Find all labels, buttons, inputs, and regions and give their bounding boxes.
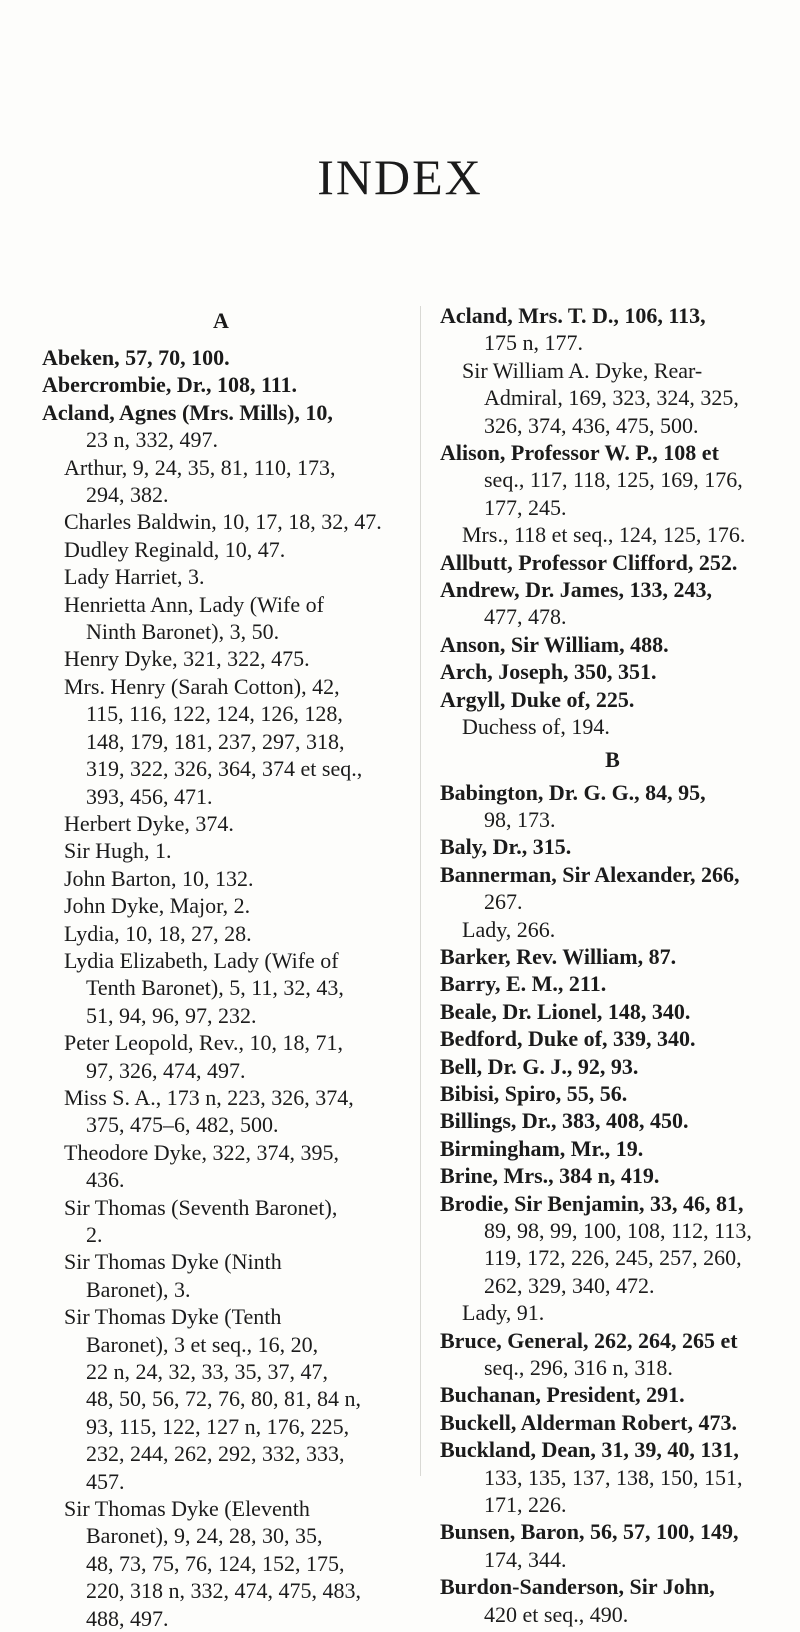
index-subentry: 51, 94, 96, 97, 232.	[86, 1002, 257, 1028]
index-subentry: Henrietta Ann, Lady (Wife of	[64, 591, 324, 617]
index-subentry: 48, 73, 75, 76, 124, 152, 175,	[86, 1550, 345, 1576]
index-entry: Bell, Dr. G. J., 92, 93.	[440, 1053, 639, 1079]
index-entry: Allbutt, Professor Clifford, 252.	[440, 549, 738, 575]
index-subentry: Lady, 266.	[462, 916, 556, 942]
index-subentry: 48, 50, 56, 72, 76, 80, 81, 84 n,	[86, 1386, 361, 1412]
index-subentry: 488, 497.	[86, 1605, 169, 1631]
index-subentry: Sir Thomas Dyke (Ninth	[64, 1249, 282, 1275]
index-subentry: Henry Dyke, 321, 322, 475.	[64, 646, 310, 672]
index-subentry: Mrs. Henry (Sarah Cotton), 42,	[64, 673, 340, 699]
index-subentry: Arthur, 9, 24, 35, 81, 110, 173,	[64, 454, 336, 480]
index-entry: Burdon-Sanderson, Sir John,	[440, 1574, 715, 1600]
index-subentry: Charles Baldwin, 10, 17, 18, 32, 47.	[64, 509, 382, 535]
index-subentry: 97, 326, 474, 497.	[86, 1057, 246, 1083]
index-entry: Bunsen, Baron, 56, 57, 100, 149,	[440, 1519, 739, 1545]
index-column-right	[440, 302, 785, 1628]
index-subentry: Sir Thomas Dyke (Tenth	[64, 1304, 282, 1330]
index-subentry: 420 et seq., 490.	[484, 1601, 629, 1627]
index-entry: Bruce, General, 262, 264, 265 et	[440, 1327, 738, 1353]
index-subentry: 436.	[86, 1167, 125, 1193]
index-subentry: 89, 98, 99, 100, 108, 112, 113,	[484, 1218, 752, 1243]
index-subentry: 22 n, 24, 32, 33, 35, 37, 47,	[86, 1359, 328, 1385]
index-subentry: Lydia Elizabeth, Lady (Wife of	[64, 947, 339, 973]
index-subentry: 393, 456, 471.	[86, 783, 213, 809]
index-entry: Barry, E. M., 211.	[440, 971, 607, 997]
index-entry: Alison, Professor W. P., 108 et	[440, 440, 719, 466]
index-subentry: 174, 344.	[484, 1546, 567, 1572]
index-subentry: Lady Harriet, 3.	[64, 564, 205, 590]
index-subentry: Mrs., 118 et seq., 124, 125, 176.	[462, 522, 746, 548]
index-entry: Billings, Dr., 383, 408, 450.	[440, 1108, 689, 1134]
index-subentry: Admiral, 169, 323, 324, 325,	[484, 385, 739, 411]
index-subentry: Miss S. A., 173 n, 223, 326, 374,	[64, 1084, 354, 1110]
index-subentry: 477, 478.	[484, 604, 567, 630]
index-subentry: Tenth Baronet), 5, 11, 32, 43,	[86, 975, 344, 1001]
index-subentry: 220, 318 n, 332, 474, 475, 483,	[86, 1578, 361, 1604]
index-entry: Acland, Mrs. T. D., 106, 113,	[440, 303, 706, 328]
index-entry: Buckland, Dean, 31, 39, 40, 131,	[440, 1437, 739, 1463]
index-entry: Argyll, Duke of, 225.	[440, 686, 635, 712]
index-subentry: Baronet), 3.	[86, 1276, 191, 1302]
index-subentry: Ninth Baronet), 3, 50.	[86, 619, 280, 645]
index-entry: Baly, Dr., 315.	[440, 834, 572, 860]
index-subentry: 23 n, 332, 497.	[86, 427, 218, 453]
index-entry: Bibisi, Spiro, 55, 56.	[440, 1080, 628, 1106]
index-entry: Bedford, Duke of, 339, 340.	[440, 1026, 696, 1052]
index-subentry: 294, 382.	[86, 482, 169, 508]
index-subentry: John Dyke, Major, 2.	[64, 893, 251, 919]
index-subentry: Sir Thomas (Seventh Baronet),	[64, 1194, 338, 1220]
index-subentry: John Barton, 10, 132.	[64, 865, 254, 891]
index-entry: Buckell, Alderman Robert, 473.	[440, 1409, 737, 1435]
index-subentry: Baronet), 3 et seq., 16, 20,	[86, 1331, 319, 1357]
index-entry: Bannerman, Sir Alexander, 266,	[440, 861, 740, 887]
index-entry: Abeken, 57, 70, 100.	[42, 345, 230, 370]
index-entry: Brodie, Sir Benjamin, 33, 46, 81,	[440, 1190, 744, 1216]
index-entry: Beale, Dr. Lionel, 148, 340.	[440, 998, 691, 1024]
index-subentry: seq., 296, 316 n, 318.	[484, 1355, 673, 1381]
index-subentry: 115, 116, 122, 124, 126, 128,	[86, 701, 343, 727]
index-subentry: 119, 172, 226, 245, 257, 260,	[484, 1245, 742, 1271]
index-subentry: Duchess of, 194.	[462, 714, 610, 740]
index-entry: Birmingham, Mr., 19.	[440, 1135, 644, 1161]
index-subentry: Baronet), 9, 24, 28, 30, 35,	[86, 1523, 323, 1549]
index-subentry: 177, 245.	[484, 494, 567, 520]
index-subentry: 175 n, 177.	[484, 330, 583, 356]
index-column-left	[42, 306, 400, 1632]
index-subentry: 319, 322, 326, 364, 374 et seq.,	[86, 756, 363, 782]
index-subentry: 133, 135, 137, 138, 150, 151,	[484, 1464, 743, 1490]
index-subentry: 326, 374, 436, 475, 500.	[484, 412, 699, 438]
index-entry: Arch, Joseph, 350, 351.	[440, 659, 657, 685]
index-subentry: 262, 329, 340, 472.	[484, 1272, 655, 1298]
index-subentry: 93, 115, 122, 127 n, 176, 225,	[86, 1413, 350, 1439]
index-subentry: 232, 244, 262, 292, 332, 333,	[86, 1441, 345, 1467]
index-entry: Acland, Agnes (Mrs. Mills), 10,	[42, 399, 333, 425]
page-title: INDEX	[317, 149, 483, 205]
index-subentry: Dudley Reginald, 10, 47.	[64, 536, 286, 562]
index-subentry: 2.	[86, 1222, 103, 1247]
index-subentry: Peter Leopold, Rev., 10, 18, 71,	[64, 1030, 344, 1056]
index-subentry: 267.	[484, 889, 523, 915]
index-subentry: 148, 179, 181, 237, 297, 318,	[86, 728, 345, 754]
index-subentry: 171, 226.	[484, 1492, 567, 1518]
index-entry: Andrew, Dr. James, 133, 243,	[440, 577, 712, 603]
index-entry: Buchanan, President, 291.	[440, 1382, 685, 1408]
index-subentry: Sir Hugh, 1.	[64, 838, 172, 864]
index-entry: Abercrombie, Dr., 108, 111.	[42, 372, 298, 398]
index-subentry: seq., 117, 118, 125, 169, 176,	[484, 467, 743, 493]
index-subentry: Lydia, 10, 18, 27, 28.	[64, 920, 252, 946]
index-entry: Anson, Sir William, 488.	[440, 631, 669, 657]
index-subentry: 375, 475–6, 482, 500.	[86, 1112, 279, 1138]
index-subentry: 457.	[86, 1468, 125, 1494]
index-subentry: Lady, 91.	[462, 1300, 545, 1326]
index-subentry: 98, 173.	[484, 806, 556, 832]
index-subentry: Sir Thomas Dyke (Eleventh	[64, 1496, 310, 1522]
section-letter-heading: A	[213, 308, 229, 333]
index-subentry: Herbert Dyke, 374.	[64, 810, 234, 836]
index-subentry: Sir William A. Dyke, Rear-	[462, 357, 703, 383]
column-divider	[420, 306, 421, 1476]
index-subentry: Theodore Dyke, 322, 374, 395,	[64, 1139, 339, 1165]
section-letter-heading: B	[605, 746, 620, 772]
index-entry: Barker, Rev. William, 87.	[440, 943, 677, 969]
index-entry: Babington, Dr. G. G., 84, 95,	[440, 779, 706, 805]
index-entry: Brine, Mrs., 384 n, 419.	[440, 1163, 660, 1189]
